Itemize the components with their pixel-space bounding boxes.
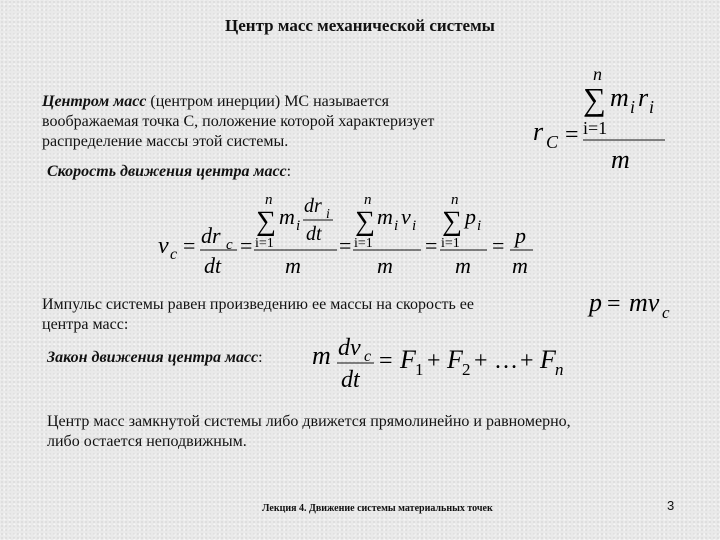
formula-law-dv: dv: [338, 335, 361, 361]
momentum-line-1: Импульс системы равен произведению ее массы на скорость ее: [42, 296, 474, 313]
formula-vc-sum2-m-sub: i: [394, 218, 399, 234]
momentum-line-2: центра масс:: [42, 316, 129, 333]
closed-system-line-1: Центр масс замкнутой системы либо движется прямолинейно и равномерно,: [47, 413, 571, 430]
formula-vc-sum2-m: m: [377, 204, 393, 229]
formula-vc-sum1-bottom: i=1: [255, 236, 274, 251]
closed-system-line-2: либо остается неподвижным.: [47, 433, 247, 450]
formula-law-plus-2: +: [474, 348, 488, 374]
formula-vc-sum1-m: m: [279, 204, 295, 229]
formula-law-F1-sub: 1: [415, 360, 424, 379]
slide-title: Центр масс механической системы: [225, 16, 495, 35]
formula-rc-num-r: r: [638, 83, 649, 112]
formula-rc-equals: =: [565, 122, 579, 148]
formula-law-plus-1: +: [427, 348, 441, 374]
formula-rc-sum-top: n: [593, 64, 602, 84]
motion-law-formula: [308, 330, 573, 392]
formula-vc-sum1-dr-sub: i: [326, 207, 330, 222]
formula-vc-sum2-top: n: [364, 192, 372, 208]
formula-vc-frac1-num-sub: c: [226, 237, 233, 253]
formula-rc-num-r-sub: i: [649, 97, 655, 117]
momentum-paragraph: [42, 295, 562, 335]
formula-vc-sum3-p: p: [465, 204, 476, 229]
formula-vc-frac1-num: dr: [201, 223, 221, 248]
velocity-heading-colon: :: [286, 163, 292, 180]
definition-line-1: (центром инерции) МС называется: [146, 93, 390, 110]
formula-rc-symbol: r: [533, 117, 544, 146]
formula-vc-equals-5: =: [492, 233, 505, 258]
formula-vc-frac3-den: m: [377, 253, 393, 278]
formula-law-F1: F: [400, 345, 416, 374]
closed-system-paragraph: [47, 412, 677, 452]
formula-law-plus-3: +: [520, 348, 534, 374]
formula-vc-frac1-den: dt: [204, 253, 222, 278]
velocity-heading-text: Скорость движения центра масс: [47, 163, 287, 180]
formula-vc-sum2-v: v: [401, 204, 411, 229]
page-number: 3: [667, 498, 675, 513]
definition-line-3: распределение массы этой системы.: [42, 133, 289, 150]
motion-law-heading-text: Закон движения центра масс: [47, 349, 259, 366]
formula-vc-sum3-top: n: [451, 192, 459, 208]
formula-law-equals: =: [379, 348, 393, 374]
formula-law-Fn: F: [540, 345, 556, 374]
formula-vc-frac5-num: p: [515, 223, 526, 248]
definition-paragraph: [42, 92, 512, 152]
formula-law-F2: F: [447, 345, 463, 374]
formula-law-dt: dt: [341, 367, 360, 392]
motion-law-heading: [47, 348, 263, 368]
formula-rc-num-m-sub: i: [630, 97, 636, 117]
formula-vc-sum3-p-sub: i: [477, 218, 482, 234]
formula-vc-sum3-sigma: ∑: [442, 206, 462, 237]
formula-vc-equals-4: =: [425, 233, 438, 258]
definition-term: Центром масс: [42, 93, 147, 110]
formula-law-dots: …: [494, 348, 518, 374]
formula-rc-num-m: m: [610, 83, 629, 112]
formula-vc-frac2-den: m: [285, 253, 301, 278]
formula-p-mv: mv: [629, 288, 660, 317]
formula-vc-sum1-top: n: [265, 192, 273, 208]
formula-law-m: m: [312, 341, 331, 370]
formula-rc-denominator: m: [611, 145, 630, 174]
formula-vc-sum2-sigma: ∑: [355, 206, 375, 237]
formula-vc-sum1-m-sub: i: [296, 218, 301, 234]
formula-vc-symbol: v: [158, 233, 169, 259]
formula-rc-sum-bottom: i=1: [583, 118, 608, 138]
velocity-heading: [47, 162, 291, 182]
formula-rc-sigma: ∑: [583, 81, 606, 117]
formula-rc-subscript: C: [546, 132, 559, 152]
formula-p-equals: =: [607, 291, 621, 317]
formula-vc-sum2-v-sub: i: [412, 218, 417, 234]
formula-vc-sum2-bottom: i=1: [354, 236, 373, 251]
center-of-mass-formula: [525, 62, 675, 177]
formula-vc-sum3-bottom: i=1: [441, 236, 460, 251]
formula-law-dv-sub: c: [364, 348, 372, 365]
formula-p-subscript: c: [662, 303, 670, 322]
formula-vc-equals-3: =: [339, 233, 352, 258]
momentum-formula: [585, 283, 680, 323]
formula-vc-sum1-dr: dr: [304, 195, 322, 217]
velocity-formula: [155, 188, 550, 280]
motion-law-heading-colon: :: [258, 349, 263, 366]
slide-footer: Лекция 4. Движение системы материальных точек: [262, 503, 493, 514]
formula-vc-frac4-den: m: [455, 253, 471, 278]
formula-vc-sum1-sigma: ∑: [256, 206, 276, 237]
formula-law-Fn-sub: n: [555, 360, 564, 379]
formula-law-F2-sub: 2: [462, 360, 471, 379]
formula-vc-sum1-dt: dt: [306, 223, 322, 245]
formula-vc-subscript: c: [170, 246, 178, 263]
formula-vc-frac5-den: m: [512, 253, 528, 278]
definition-line-2: воображаемая точка С, положение которой характеризует: [42, 113, 435, 130]
formula-p-symbol: p: [589, 288, 602, 317]
formula-vc-equals-2: =: [240, 233, 253, 258]
formula-vc-equals-1: =: [183, 233, 196, 258]
